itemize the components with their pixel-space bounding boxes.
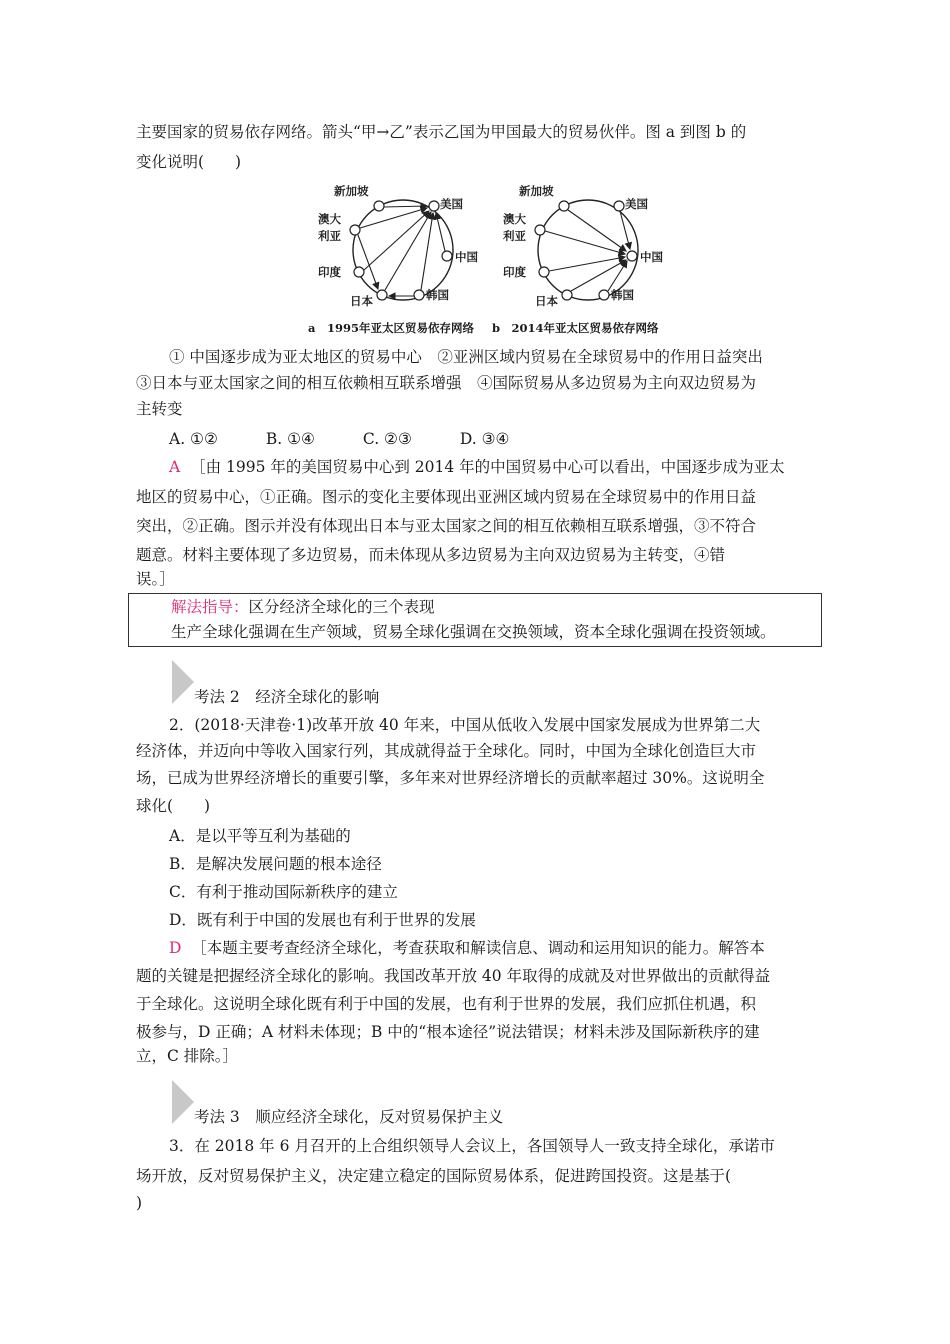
q1-answer: A (169, 458, 181, 476)
q2-explanation-line5: 立，C 排除。］ (136, 1047, 239, 1065)
q1-statements-line2: ③日本与亚太国家之间的相互依赖相互联系增强 ④国际贸易从多边贸易为主向双边贸易为 (136, 374, 757, 392)
q2-option-b: B．是解决发展问题的根本途径 (169, 855, 382, 873)
trade-network-figure (306, 178, 686, 320)
q2-option-a: A．是以平等互利为基础的 (169, 827, 351, 845)
caption-b: b 2014年亚太区贸易依存网络 (491, 321, 659, 335)
node-label-a-india: 印度 (318, 265, 341, 279)
node-label-a-japan: 日本 (350, 294, 373, 308)
caption-a: a 1995年亚太区贸易依存网络 (308, 321, 474, 335)
node-label-b-singapore: 新加坡 (519, 184, 554, 198)
q2-stem-line2: 经济体，并迈向中等收入国家行列，其成就得益于全球化。同时，中国为全球化创造巨大市 (136, 742, 757, 760)
q3-stem-line3: ) (136, 1194, 143, 1212)
q1-explanation-line1 (169, 453, 785, 481)
q1-explanation-text1: ［由 1995 年的美国贸易中心到 2014 年的中国贸易中心可以看出，中国逐步成为亚太 (190, 458, 785, 476)
q2-explanation-line2: 题的关键是把握经济全球化的影响。我国改革开放 40 年取得的成就及对世界做出的贡献得益 (136, 967, 771, 985)
figure-caption (308, 320, 673, 336)
q2-stem-line4: 球化( ) (136, 797, 211, 815)
node-label-a-china: 中国 (455, 250, 478, 264)
q1-statements-line1: ① 中国逐步成为亚太地区的贸易中心 ②亚洲区域内贸易在全球贸易中的作用日益突出 (169, 348, 763, 366)
tip-title: 区分经济全球化的三个表现 (248, 598, 435, 616)
q1-statements-line3: 主转变 (136, 400, 183, 418)
node-label-a-korea: 韩国 (426, 288, 449, 302)
q1-explanation-line3: 突出，②正确。图示并没有体现出日本与亚太国家之间的相互依赖相互联系增强，③不符合 (136, 517, 757, 535)
q2-stem-line3: 场，已成为世界经济增长的重要引擎，多年来对世界经济增长的贡献率超过 30%。这说明全 (136, 769, 765, 787)
node-label-b-korea: 韩国 (611, 288, 634, 302)
node-label-a-australia-1: 澳大 (318, 212, 341, 226)
node-label-a-singapore: 新加坡 (334, 184, 369, 198)
q1-stem-line1: 主要国家的贸易依存网络。箭头“甲→乙”表示乙国为甲国最大的贸易伙伴。图 a 到图 b 的 (136, 123, 747, 141)
q1-options (169, 425, 557, 453)
node-label-b-china: 中国 (640, 250, 663, 264)
section-marker-icon (172, 1080, 194, 1124)
node-label-b-australia-2: 利亚 (503, 229, 526, 243)
node-label-a-usa: 美国 (440, 197, 463, 211)
section-marker-icon (172, 660, 194, 704)
tip-label: 解法指导： (171, 598, 249, 616)
q2-explanation-line4: 极参与，D 正确；A 材料未体现；B 中的“根本途径”说法错误；材料未涉及国际新秩序的建 (136, 1023, 760, 1041)
node-label-b-usa: 美国 (625, 197, 648, 211)
q2-explanation-line3: 于全球化。这说明全球化既有利于中国的发展，也有利于世界的发展，我们应抓住机遇，积 (136, 995, 757, 1013)
network-a (317, 184, 478, 308)
q1-explanation-line5: 误。］ (136, 570, 175, 588)
q1-explanation-line4: 题意。材料主要体现了多边贸易，而未体现从多边贸易为主向双边贸易为主转变，④错 (136, 546, 726, 564)
q2-explanation-text1: ［本题主要考查经济全球化，考查获取和解读信息、调动和运用知识的能力。解答本 (191, 939, 765, 957)
node-label-b-australia-1: 澳大 (503, 212, 526, 226)
q3-stem-line1: 3．在 2018 年 6 月召开的上合组织领导人会议上，各国领导人一致支持全球化，承诺市 (169, 1137, 775, 1155)
node-label-b-india: 印度 (503, 265, 526, 279)
q2-option-c: C．有利于推动国际新秩序的建立 (169, 883, 398, 901)
network-b (502, 184, 663, 308)
tip-heading (171, 595, 435, 619)
q1-option-d: D. ③④ (459, 430, 510, 448)
q1-option-c: C. ②③ (362, 430, 412, 448)
node-label-b-japan: 日本 (535, 294, 558, 308)
method-tip-box (128, 593, 822, 647)
section-3-title: 考法 3 顺应经济全球化，反对贸易保护主义 (194, 1108, 504, 1126)
node-label-a-australia-2: 利亚 (318, 229, 341, 243)
q2-answer: D (169, 939, 182, 957)
q1-option-b: B. ①④ (265, 430, 315, 448)
q1-stem-line2: 变化说明( ) (136, 153, 242, 171)
q2-explanation-line1 (169, 934, 765, 962)
tip-content: 生产全球化强调在生产领域，贸易全球化强调在交换领域，资本全球化强调在投资领域。 (171, 623, 776, 641)
q3-stem-line2: 场开放，反对贸易保护主义，决定建立稳定的国际贸易体系，促进跨国投资。这是基于( (136, 1167, 732, 1185)
q1-explanation-line2: 地区的贸易中心，①正确。图示的变化主要体现出亚洲区域内贸易在全球贸易中的作用日益 (136, 488, 757, 506)
section-2-title: 考法 2 经济全球化的影响 (194, 688, 380, 706)
q2-option-d: D．既有利于中国的发展也有利于世界的发展 (169, 911, 476, 929)
q2-stem-line1: 2．(2018·天津卷·1)改革开放 40 年来，中国从低收入发展中国家发展成为世界第二大 (169, 716, 761, 734)
q1-option-a: A. ①② (169, 430, 218, 448)
